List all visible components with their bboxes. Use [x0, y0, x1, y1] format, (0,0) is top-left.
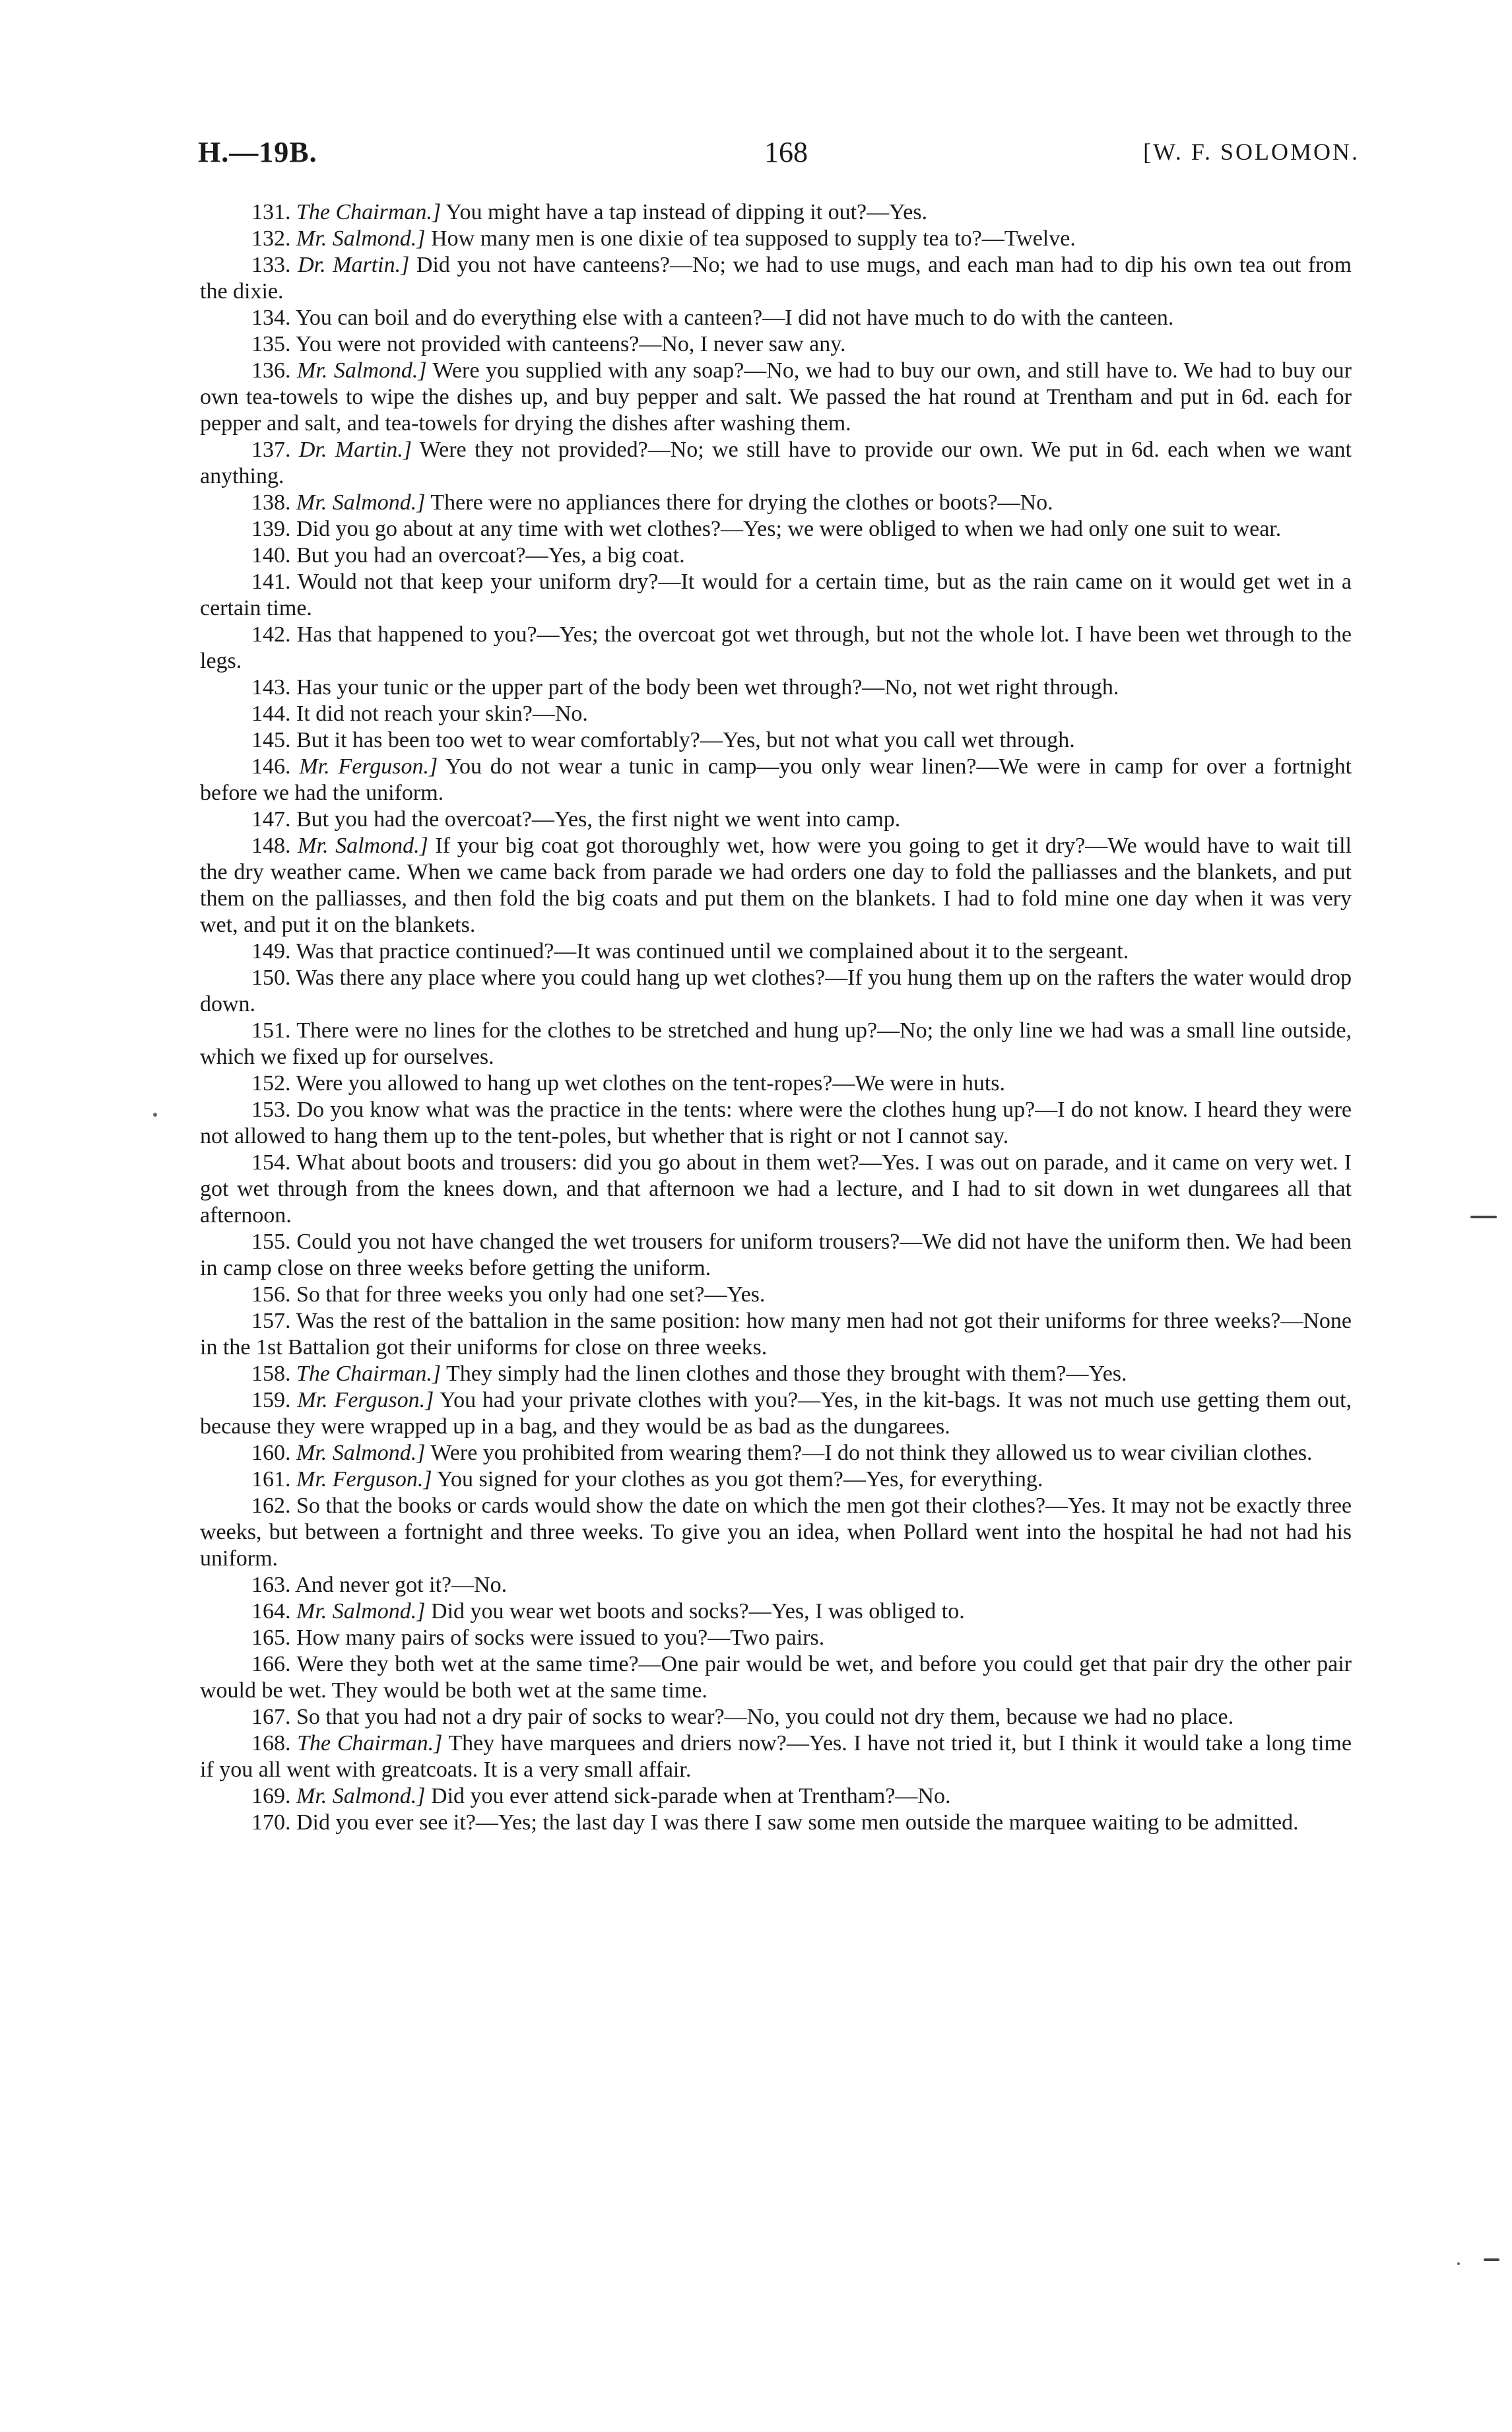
question-text: You signed for your clothes as you got them?—Yes, for everything.: [432, 1467, 1043, 1492]
question-text: Did you go about at any time with wet clothes?—Yes; we were obliged to when we had only one suit to wear.: [296, 517, 1282, 541]
question-number: 164.: [251, 1599, 291, 1624]
question-number: 148.: [251, 834, 291, 858]
margin-mark: [1484, 2258, 1499, 2261]
question-text: Would not that keep your uniform dry?—It would for a certain time, but as the rain came on it would get wet in a certain time.: [200, 570, 1352, 620]
witness-name: [W. F. SOLOMON.: [1143, 139, 1360, 165]
question-paragraph: [200, 199, 1352, 226]
question-number: 143.: [251, 675, 291, 700]
question-text: So that the books or cards would show the date on which the men got their clothes?—Yes. It may not be exactly three weeks, but between a fortnight and three weeks. To give you an idea, when Pollard went into the hospital he had not had his uniform.: [200, 1494, 1352, 1571]
question-paragraph: [200, 1282, 1352, 1308]
question-paragraph: [200, 754, 1352, 806]
margin-mark: [1470, 1216, 1497, 1218]
question-number: 144.: [251, 702, 291, 726]
speaker-name: Mr. Salmond.]: [298, 834, 428, 858]
question-paragraph: [200, 701, 1352, 727]
question-text: There were no lines for the clothes to be stretched and hung up?—No; the only line we had was a small line outside, which we fixed up for ourselves.: [200, 1018, 1352, 1069]
question-paragraph: [200, 252, 1352, 305]
question-paragraph: [200, 1704, 1352, 1730]
question-number: 168.: [251, 1731, 291, 1756]
question-number: 155.: [251, 1230, 291, 1254]
question-paragraph: [200, 622, 1352, 674]
question-text: You can boil and do everything else with a canteen?—I did not have much to do with the canteen.: [295, 306, 1174, 330]
question-paragraph: [200, 1150, 1352, 1229]
question-number: 163.: [251, 1573, 291, 1597]
question-text: You might have a tap instead of dipping it out?—Yes.: [441, 200, 928, 224]
question-number: 139.: [251, 517, 291, 541]
speaker-name: Mr. Salmond.]: [296, 490, 426, 515]
question-paragraph: [200, 437, 1352, 490]
question-number: 151.: [251, 1018, 291, 1043]
question-text: And never got it?—No.: [295, 1573, 508, 1597]
question-paragraph: [200, 1651, 1352, 1704]
question-number: 132.: [251, 226, 291, 251]
question-number: 140.: [251, 543, 291, 568]
question-text: If your big coat got thoroughly wet, how were you going to get it dry?—We would have to wait till the dry weather came. When we came back from parade we had orders one day to fold the palliasses and the blankets, and put them on the palliasses, and then fold the big coats and put them on the blankets. I had to fold mine one day when it was very wet, and put it on the blankets.: [200, 834, 1352, 937]
question-text: Did you wear wet boots and socks?—Yes, I was obliged to.: [425, 1599, 965, 1624]
question-number: 158.: [251, 1362, 291, 1386]
speaker-name: The Chairman.]: [297, 1731, 443, 1756]
question-number: 137.: [251, 438, 291, 462]
speaker-name: Mr. Ferguson.]: [296, 1467, 432, 1492]
speaker-name: Mr. Salmond.]: [297, 358, 427, 383]
question-text: Was the rest of the battalion in the same position: how many men had not got their uniforms for three weeks?—None in the 1st Battalion got their uniforms for close on three weeks.: [200, 1309, 1352, 1360]
question-text: Were you allowed to hang up wet clothes on the tent-ropes?—We were in huts.: [296, 1071, 1006, 1096]
question-paragraph: [200, 1097, 1352, 1150]
question-paragraph: [200, 1018, 1352, 1070]
question-text: You had your private clothes with you?—Yes, in the kit-bags. It was not much use getting them out, because they were wrapped up in a bag, and they would be as bad as the dungarees.: [200, 1388, 1352, 1439]
question-paragraph: [200, 1572, 1352, 1598]
question-text: Did you ever attend sick-parade when at Trentham?—No.: [425, 1784, 951, 1808]
question-number: 162.: [251, 1494, 291, 1518]
question-text: They have marquees and driers now?—Yes. I have not tried it, but I think it would take a long time if you all went with greatcoats. It is a very small affair.: [200, 1731, 1352, 1782]
question-paragraph: [200, 490, 1352, 516]
question-paragraph: [200, 1440, 1352, 1466]
question-text: How many men is one dixie of tea supposed to supply tea to?—Twelve.: [425, 226, 1076, 251]
question-paragraph: [200, 1229, 1352, 1282]
question-paragraph: [200, 965, 1352, 1018]
question-paragraph: [200, 1361, 1352, 1387]
question-paragraph: [200, 1070, 1352, 1097]
question-number: 131.: [251, 200, 291, 224]
question-number: 142.: [251, 622, 291, 647]
question-text: Has that happened to you?—Yes; the overcoat got wet through, but not the whole lot. I have been wet through to the legs.: [200, 622, 1352, 673]
margin-dot: [153, 1113, 157, 1117]
question-number: 166.: [251, 1652, 291, 1676]
speaker-name: Mr. Ferguson.]: [297, 1388, 434, 1412]
question-text: Was there any place where you could hang up wet clothes?—If you hung them up on the rafters the water would drop down.: [200, 966, 1352, 1016]
question-number: 136.: [251, 358, 291, 383]
question-paragraph: [200, 516, 1352, 542]
page-header: [198, 135, 1360, 181]
question-paragraph: [200, 833, 1352, 938]
question-text: You do not wear a tunic in camp—you only wear linen?—We were in camp for over a fortnight before we had the uniform.: [200, 754, 1352, 805]
question-number: 153.: [251, 1098, 291, 1122]
question-text: So that you had not a dry pair of socks to wear?—No, you could not dry them, because we had no place.: [296, 1705, 1234, 1729]
question-number: 145.: [251, 728, 291, 752]
question-paragraph: [200, 1810, 1352, 1836]
question-paragraph: [200, 938, 1352, 965]
question-number: 159.: [251, 1388, 291, 1412]
question-text: But it has been too wet to wear comfortably?—Yes, but not what you call wet through.: [296, 728, 1075, 752]
question-number: 150.: [251, 966, 291, 990]
question-number: 135.: [251, 332, 291, 356]
question-text: Could you not have changed the wet trousers for uniform trousers?—We did not have the uniform then. We had been in camp close on three weeks before getting the uniform.: [200, 1230, 1352, 1280]
question-text: Did you not have canteens?—No; we had to use mugs, and each man had to dip his own tea out from the dixie.: [200, 253, 1352, 304]
question-paragraph: [200, 1308, 1352, 1361]
speaker-name: Mr. Salmond.]: [296, 1599, 426, 1624]
question-text: So that for three weeks you only had one set?—Yes.: [296, 1282, 766, 1307]
question-text: Were they not provided?—No; we still have to provide our own. We put in 6d. each when we want anything.: [200, 438, 1352, 488]
page-number: 168: [764, 136, 808, 168]
speaker-name: The Chairman.]: [296, 200, 442, 224]
speaker-name: Mr. Salmond.]: [296, 1784, 426, 1808]
speaker-name: Mr. Salmond.]: [296, 1441, 426, 1465]
speaker-name: The Chairman.]: [296, 1362, 442, 1386]
question-number: 141.: [251, 570, 291, 594]
question-paragraph: [200, 305, 1352, 331]
question-number: 138.: [251, 490, 291, 515]
speaker-name: Mr. Salmond.]: [296, 226, 426, 251]
question-text: Were you supplied with any soap?—No, we had to buy our own, and still have to. We had to buy our own tea-towels to wipe the dishes up, and buy pepper and salt. We passed the hat round at Trentham and put in 6d. each for pepper and salt, and tea-towels for drying the dishes after washing them.: [200, 358, 1352, 436]
question-paragraph: [200, 1730, 1352, 1783]
question-text: Did you ever see it?—Yes; the last day I was there I saw some men outside the marquee waiting to be admitted.: [296, 1810, 1299, 1835]
question-paragraph: [200, 727, 1352, 754]
question-text: Do you know what was the practice in the tents: where were the clothes hung up?—I do not know. I heard they were not allowed to hang them up to the tent-poles, but whether that is right or not I cannot say.: [200, 1098, 1352, 1148]
question-text: They simply had the linen clothes and those they brought with them?—Yes.: [441, 1362, 1127, 1386]
question-number: 146.: [251, 754, 291, 779]
margin-dot: [1457, 2262, 1460, 2265]
question-text: How many pairs of socks were issued to you?—Two pairs.: [296, 1626, 825, 1650]
question-text: There were no appliances there for drying the clothes or boots?—No.: [425, 490, 1053, 515]
question-paragraph: [200, 569, 1352, 622]
speaker-name: Dr. Martin.]: [298, 253, 410, 277]
question-text: What about boots and trousers: did you go about in them wet?—Yes. I was out on parade, and it came on very wet. I got wet through from the knees down, and that afternoon we had a lecture, and I had to sit down in wet dungarees all that afternoon.: [200, 1150, 1352, 1228]
question-number: 152.: [251, 1071, 291, 1096]
question-number: 134.: [251, 306, 291, 330]
question-paragraph: [200, 1783, 1352, 1810]
question-paragraph: [200, 358, 1352, 437]
question-number: 149.: [251, 939, 291, 964]
evidence-transcript: [200, 199, 1352, 1836]
question-paragraph: [200, 1493, 1352, 1572]
question-number: 156.: [251, 1282, 291, 1307]
question-number: 169.: [251, 1784, 291, 1808]
question-paragraph: [200, 1625, 1352, 1651]
question-text: It did not reach your skin?—No.: [296, 702, 588, 726]
question-paragraph: [200, 1466, 1352, 1493]
question-number: 167.: [251, 1705, 291, 1729]
question-number: 154.: [251, 1150, 291, 1175]
question-text: You were not provided with canteens?—No, I never saw any.: [295, 332, 846, 356]
question-paragraph: [200, 1598, 1352, 1625]
question-text: Was that practice continued?—It was continued until we complained about it to the sergeant.: [296, 939, 1129, 964]
question-number: 170.: [251, 1810, 291, 1835]
question-text: But you had the overcoat?—Yes, the first night we went into camp.: [296, 807, 901, 832]
question-number: 160.: [251, 1441, 291, 1465]
question-text: Has your tunic or the upper part of the body been wet through?—No, not wet right through.: [296, 675, 1119, 700]
question-paragraph: [200, 542, 1352, 569]
question-text: But you had an overcoat?—Yes, a big coat.: [296, 543, 685, 568]
question-number: 165.: [251, 1626, 291, 1650]
question-paragraph: [200, 226, 1352, 252]
question-paragraph: [200, 674, 1352, 701]
question-paragraph: [200, 1387, 1352, 1440]
speaker-name: Dr. Martin.]: [298, 438, 412, 462]
question-paragraph: [200, 806, 1352, 833]
question-text: Were you prohibited from wearing them?—I do not think they allowed us to wear civilian clothes.: [425, 1441, 1313, 1465]
question-text: Were they both wet at the same time?—One pair would be wet, and before you could get that pair dry the other pair would be wet. They would be both wet at the same time.: [200, 1652, 1352, 1703]
question-number: 157.: [251, 1309, 291, 1333]
speaker-name: Mr. Ferguson.]: [299, 754, 438, 779]
paper-reference: H.—19B.: [198, 136, 317, 168]
question-paragraph: [200, 331, 1352, 358]
question-number: 133.: [251, 253, 291, 277]
question-number: 161.: [251, 1467, 291, 1492]
question-number: 147.: [251, 807, 291, 832]
